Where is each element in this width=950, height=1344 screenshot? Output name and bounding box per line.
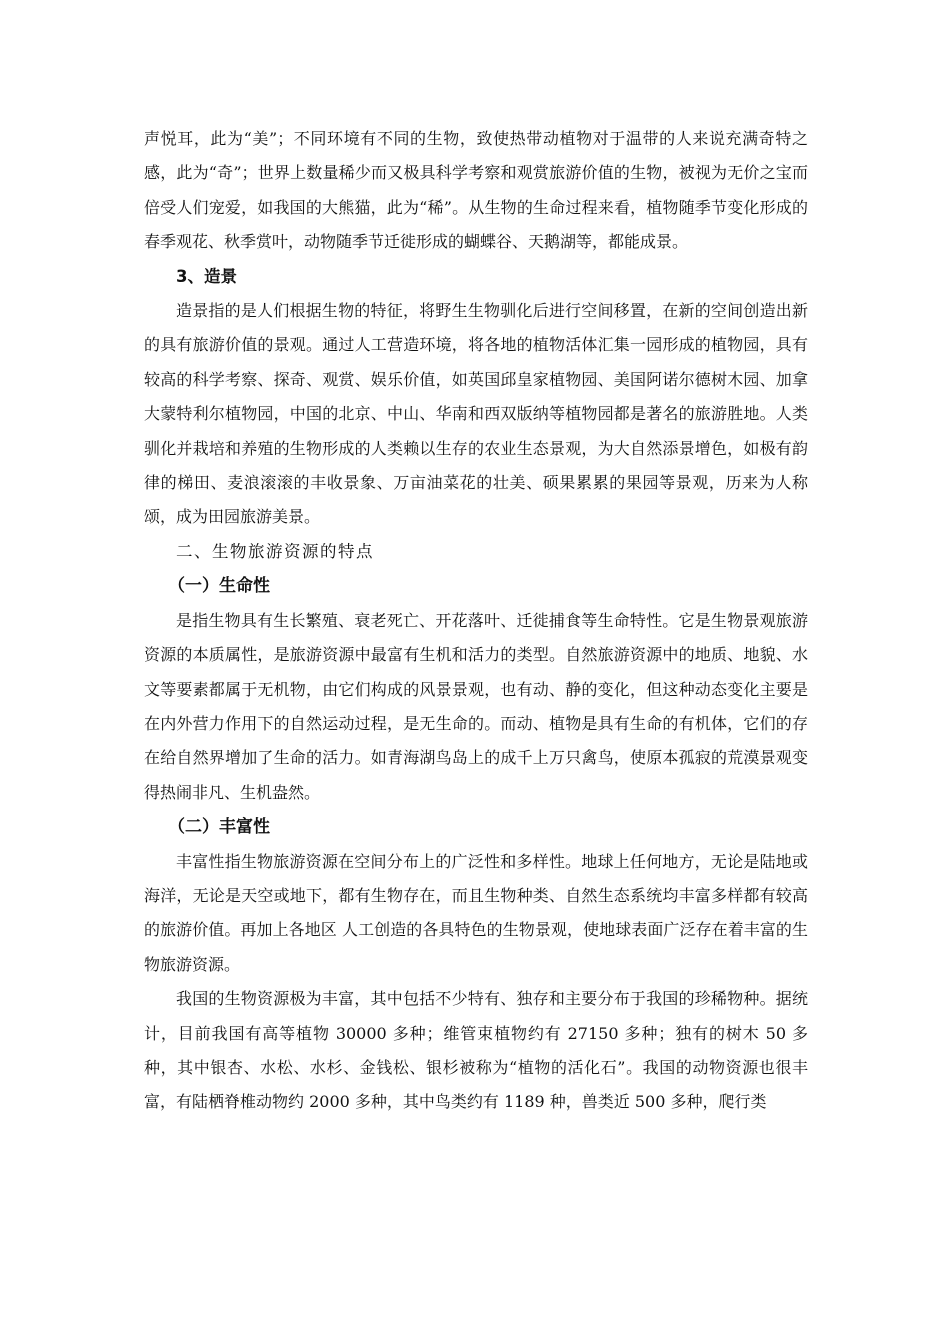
subheading-richness: （二）丰富性 bbox=[168, 817, 270, 838]
paragraph-richness-2: 我国的生物资源极为丰富，其中包括不少特有、独存和主要分布于我国的珍稀物种。据统计，目前我国有高等植物 30000 多种；维管束植物约有 27150 多种；独有的树木 50 多种，其中银杏、水松、水杉、金钱松、银杉被称为“植物的活化石”。我国的动物资源也很丰富，有陆栖脊椎动物约 2000 多种，其中鸟类约有 1189 种，兽类近 500 多种，爬行类 bbox=[144, 989, 808, 1112]
subheading-vitality: （一）生命性 bbox=[168, 576, 270, 597]
paragraph-richness-1: 丰富性指生物旅游资源在空间分布上的广泛性和多样性。地球上任何地方，无论是陆地或海洋，无论是天空或地下，都有生物存在，而且生物种类、自然生态系统均丰富多样都有较高的旅游价值。再加上各地区 人工创造的各具特色的生物景观，使地球表面广泛存在着丰富的生物旅游资源。 bbox=[144, 851, 808, 974]
paragraph-vitality: 是指生物具有生长繁殖、衰老死亡、开花落叶、迁徙捕食等生命特性。它是生物景观旅游资源的本质属性，是旅游资源中最富有生机和活力的类型。自然旅游资源中的地质、地貌、水文等要素都属于无机物，由它们构成的风景景观，也有动、静的变化，但这种动态变化主要是在内外营力作用下的自然运动过程，是无生命的。而动、植物是具有生命的有机体，它们的存在给自然界增加了生命的活力。如青海湖鸟岛上的成千上万只禽鸟，使原本孤寂的荒漠景观变得热闹非凡、生机盎然。 bbox=[144, 610, 808, 802]
document-body bbox=[144, 122, 808, 1120]
paragraph-continued: 声悦耳，此为“美”；不同环境有不同的生物，致使热带动植物对于温带的人来说充满奇特之感，此为“奇”；世界上数量稀少而又极具科学考察和观赏旅游价值的生物，被视为无价之宝而倍受人们宠爱，如我国的大熊猫，此为“稀”。从生物的生命过程来看，植物随季节变化形成的春季观花、秋季赏叶，动物随季节迁徙形成的蝴蝶谷、天鹅湖等，都能成景。 bbox=[144, 129, 808, 252]
heading-zaojing: 3、造景 bbox=[176, 266, 237, 286]
section-heading-characteristics: 二、生物旅游资源的特点 bbox=[176, 541, 374, 561]
paragraph-zaojing: 造景指的是人们根据生物的特征，将野生生物驯化后进行空间移置，在新的空间创造出新的具有旅游价值的景观。通过人工营造环境，将各地的植物活体汇集一园形成的植物园，具有较高的科学考察、探奇、观赏、娱乐价值，如英国邱皇家植物园、美国阿诺尔德树木园、加拿大蒙特利尔植物园，中国的北京、中山、华南和西双版纳等植物园都是著名的旅游胜地。人类驯化并栽培和养殖的生物形成的人类赖以生存的农业生态景观，为大自然添景增色，如极有韵律的梯田、麦浪滚滚的丰收景象、万亩油菜花的壮美、硕果累累的果园等景观，历来为人称颂，成为田园旅游美景。 bbox=[144, 301, 808, 527]
